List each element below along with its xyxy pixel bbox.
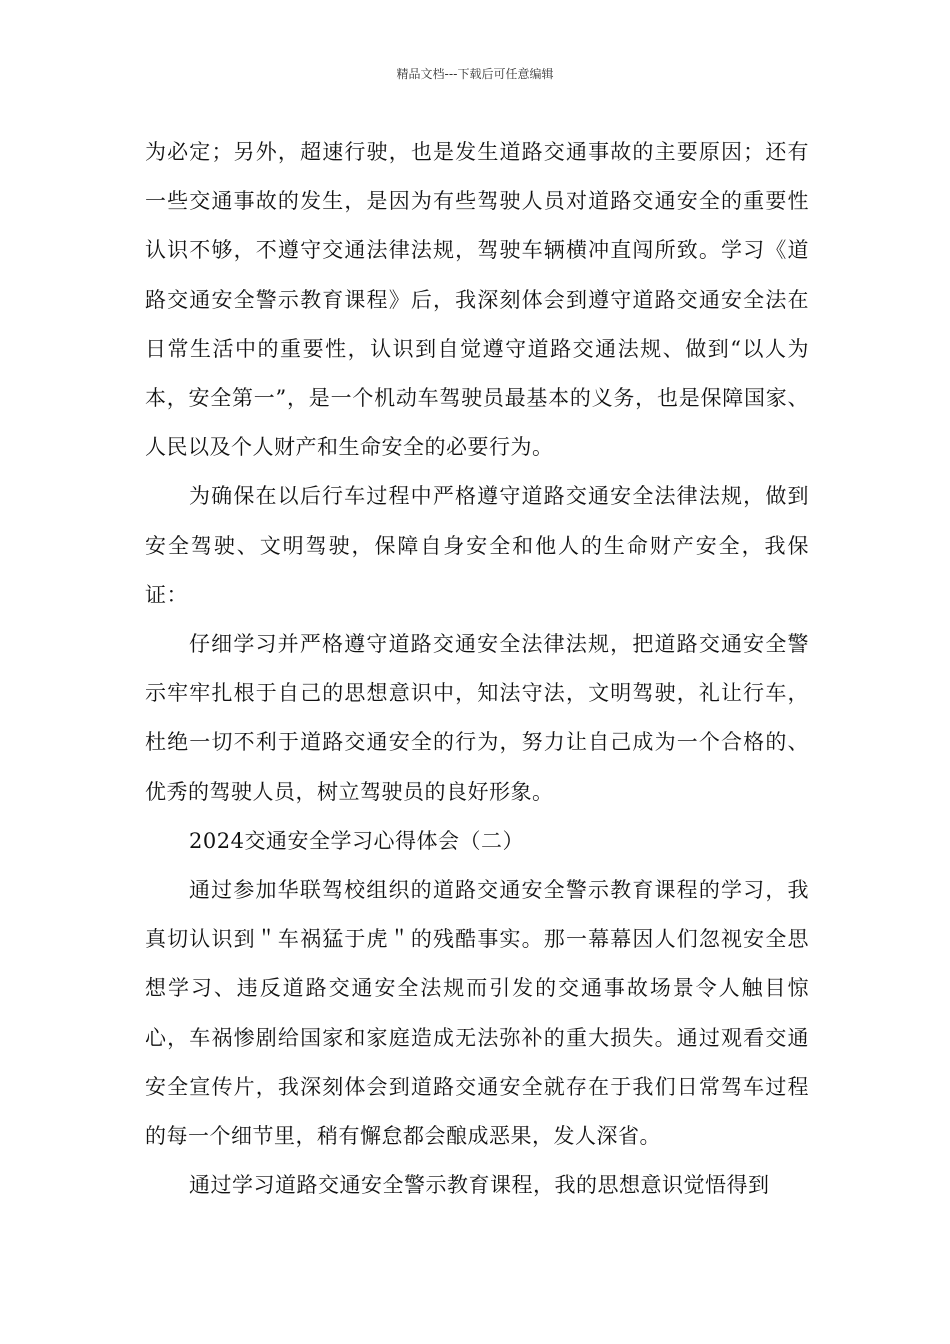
page-header: 精品文档---下载后可任意编辑 <box>396 67 554 81</box>
body-paragraph: 为必定；另外，超速行驶，也是发生道路交通事故的主要原因；还有一些交通事故的发生，是因为有些驾驶人员对道路交通安全的重要性认识不够，不遵守交通法律法规，驾驶车辆横冲直闯所致。学习《道路交通安全警示教育课程》后，我深刻体会到遵守道路交通安全法在日常生活中的重要性，认识到自觉遵守道路交通法规、做到“以人为本，安全第一”，是一个机动车驾驶员最基本的义务，也是保障国家、人民以及个人财产和生命安全的必要行为。 <box>145 140 809 460</box>
body-paragraph: 为确保在以后行车过程中严格遵守道路交通安全法律法规，做到安全驾驶、文明驾驶，保障自身安全和他人的生命财产安全，我保证： <box>145 484 809 607</box>
body-paragraph: 仔细学习并严格遵守道路交通安全法律法规，把道路交通安全警示牢牢扎根于自己的思想意识中，知法守法，文明驾驶，礼让行车，杜绝一切不利于道路交通安全的行为，努力让自己成为一个合格的、优秀的驾驶人员，树立驾驶员的良好形象。 <box>145 632 809 804</box>
section-heading: 2024交通安全学习心得体会（二） <box>189 828 524 853</box>
document-body <box>145 128 809 1210</box>
body-paragraph: 通过参加华联驾校组织的道路交通安全警示教育课程的学习，我真切认识到＂车祸猛于虎＂的残酷事实。那一幕幕因人们忽视安全思想学习、违反道路交通安全法规而引发的交通事故场景令人触目惊心，车祸惨剧给国家和家庭造成无法弥补的重大损失。通过观看交通安全宣传片，我深刻体会到道路交通安全就存在于我们日常驾车过程的每一个细节里，稍有懈怠都会酿成恶果，发人深省。 <box>145 878 809 1149</box>
body-paragraph: 通过学习道路交通安全警示教育课程，我的思想意识觉悟得到 <box>189 1173 770 1198</box>
